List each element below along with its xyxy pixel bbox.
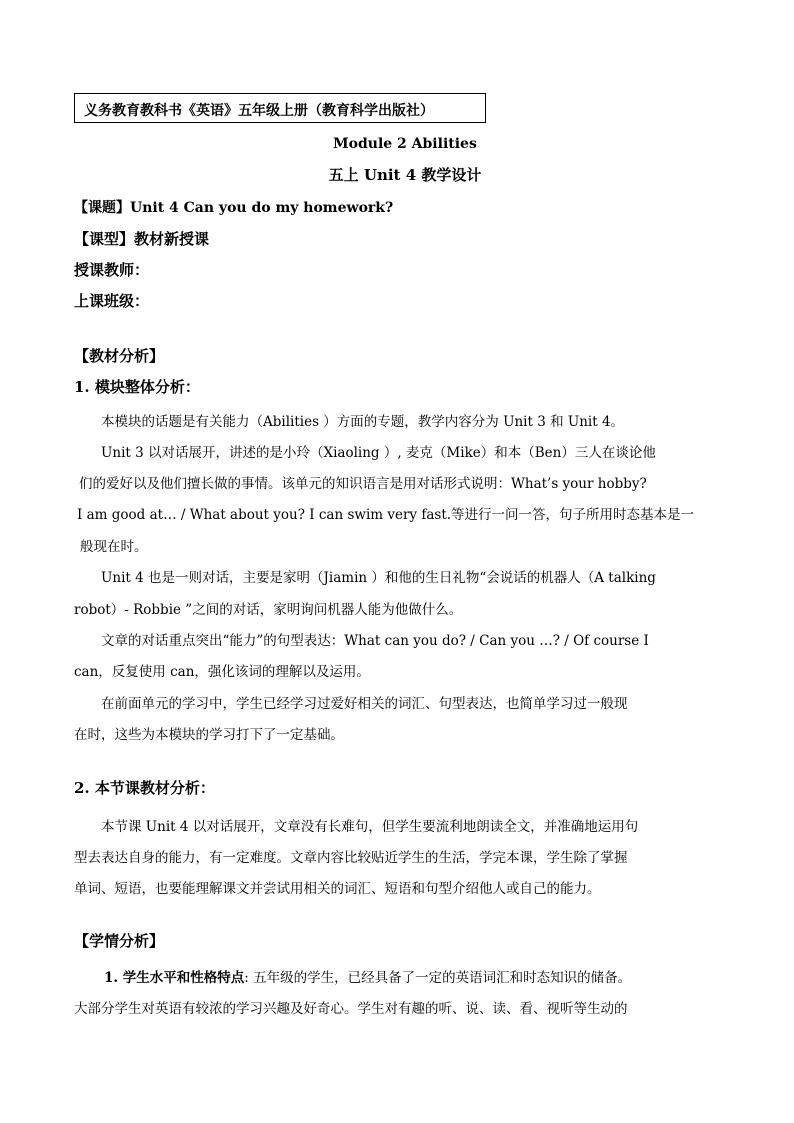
paragraph-3-line-2: robot）- Robbie ”之间的对话，家明询问机器人能为他做什么。 — [74, 602, 463, 618]
book-title-box — [74, 93, 486, 123]
type-label: 【课型】 — [74, 230, 135, 248]
paragraph-5-line-1: 在前面单元的学习中，学生已经学习过爱好相关的词汇、句型表达，也简单学习过一般现 — [101, 696, 628, 712]
book-title: 义务教育教科书《英语》五年级上册（教育科学出版社） — [84, 103, 434, 119]
module-analysis-heading: 1. 模块整体分析： — [74, 378, 200, 396]
analysis-heading: 【教材分析】 — [74, 347, 165, 365]
doc-title: 五上 Unit 4 教学设计 — [328, 166, 482, 184]
learner-item-1-text: : 五年级的学生，已经具备了一定的英语词汇和时态知识的储备。 — [244, 970, 632, 986]
paragraph-5-line-2: 在时，这些为本模块的学习打下了一定基础。 — [74, 727, 344, 743]
learner-paragraph-line-2: 大部分学生对英语有较浓的学习兴趣及好奇心。学生对有趣的听、说、读、看、视听等生动的 — [74, 1001, 628, 1017]
doc-title-line — [0, 164, 794, 185]
paragraph-2-line-2: 们的爱好以及他们擅长做的事情。该单元的知识语言是用对话形式说明：What’s your hobby? — [79, 476, 647, 492]
paragraph-6-line-2: 型去表达自身的能力，有一定难度。文章内容比较贴近学生的生活，学完本课，学生除了掌握 — [74, 850, 628, 866]
learner-item-1-label: 1. 学生水平和性格特点 — [104, 970, 245, 986]
module-line — [0, 136, 794, 152]
topic-label: 【课题】 — [74, 200, 130, 216]
learner-analysis-heading: 【学情分析】 — [74, 932, 165, 950]
type-line — [74, 228, 209, 249]
topic-value: Unit 4 Can you do my homework? — [130, 200, 394, 216]
paragraph-2-line-4: 般现在时。 — [80, 539, 148, 555]
paragraph-4-line-2: can，反复使用 can，强化该词的理解以及运用。 — [74, 664, 370, 680]
topic-line — [74, 197, 393, 217]
lesson-analysis-heading: 2. 本节课教材分析： — [74, 779, 215, 797]
paragraph-2-line-1: Unit 3 以对话展开，讲述的是小玲（Xiaoling ）, 麦克（Mike）和本（Ben）三人在谈论他 — [101, 445, 656, 461]
teacher-label: 授课教师： — [74, 261, 150, 279]
class-label: 上课班级： — [74, 292, 150, 310]
paragraph-2-line-3: I am good at… / What about you? I can swim very fast.等进行一问一答，句子所用时态基本是一 — [77, 507, 695, 523]
paragraph-6-line-1: 本节课 Unit 4 以对话展开，文章没有长难句，但学生要流利地朗读全文，并准确地运用句 — [101, 819, 639, 835]
paragraph-4-line-1: 文章的对话重点突出“能力”的句型表达：What can you do? / Can you …? / Of course I — [101, 633, 649, 649]
module-title: Module 2 Abilities — [333, 136, 477, 152]
paragraph-6-line-3: 单词、短语，也要能理解课文并尝试用相关的词汇、短语和句型介绍他人或自己的能力。 — [74, 881, 601, 897]
paragraph-1: 本模块的话题是有关能力（Abilities ）方面的专题，教学内容分为 Unit 3 和 Unit 4。 — [101, 414, 625, 430]
type-value: 教材新授课 — [134, 230, 210, 248]
learner-item-1 — [104, 966, 631, 986]
paragraph-3-line-1: Unit 4 也是一则对话，主要是家明（Jiamin ）和他的生日礼物“会说话的机器人（A talking — [101, 570, 656, 586]
